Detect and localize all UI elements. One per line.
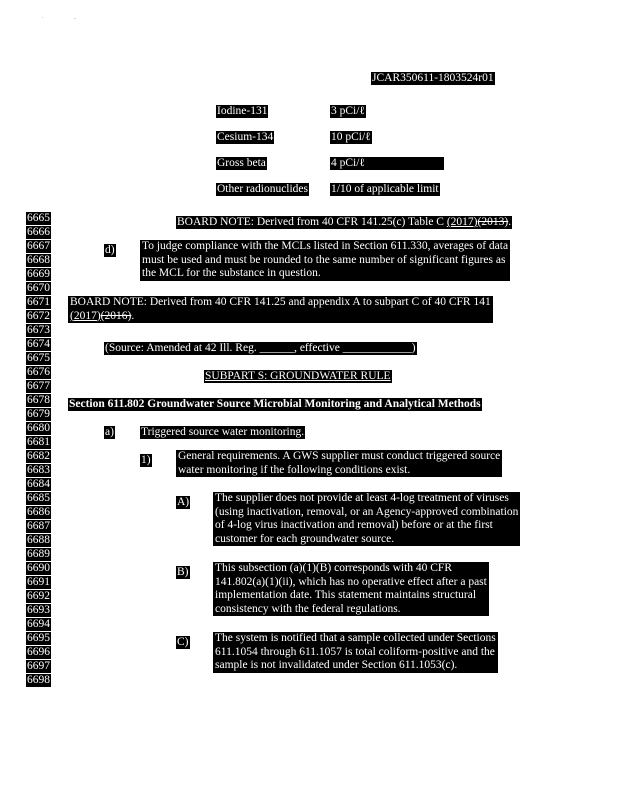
line-number: 6672 xyxy=(27,310,50,322)
inserted-text: (2017) xyxy=(70,309,101,322)
para-C-text: The system is notified that a sample collected under Sections 611.1054 through 611.1057 is total coliform-positive and the sample is not invalidated under Section 611.1053(c). xyxy=(215,632,496,672)
line-number: 6692 xyxy=(27,590,50,602)
line-number: 6666 xyxy=(27,226,50,238)
line-number: 6687 xyxy=(27,520,50,532)
line-number: 6676 xyxy=(27,366,50,378)
line-number: 6682 xyxy=(27,450,50,462)
para-B-text: This subsection (a)(1)(B) corresponds with 40 CFR 141.802(a)(1)(ii), which has no operative effect after a past implementation date. This statement maintains structural consistency with the federal regulations. xyxy=(215,562,487,615)
para-d-label: d) xyxy=(105,244,115,256)
deleted-text: (2016) xyxy=(100,309,132,322)
deleted-text: (2013) xyxy=(477,216,509,228)
line-number: 6671 xyxy=(27,296,50,308)
line-number: 6685 xyxy=(27,492,50,504)
board-note-table-c: BOARD NOTE: Derived from 40 CFR 141.25(c) Table C (2017)(2013). xyxy=(177,216,512,228)
line-number: 6665 xyxy=(27,212,50,224)
subpart-title: SUBPART S: GROUNDWATER RULE xyxy=(205,370,391,382)
para-a-text: Triggered source water monitoring. xyxy=(141,426,305,438)
document-id xyxy=(371,68,495,86)
mcl-table-nuclide-4: Other radionuclides xyxy=(217,183,309,195)
line-number: 6683 xyxy=(27,464,50,476)
mcl-table-nuclide-1: Iodine-131 xyxy=(217,105,268,117)
line-number: 6668 xyxy=(27,254,50,266)
line-number: 6675 xyxy=(27,352,50,364)
speck-mark: . xyxy=(42,14,44,20)
line-number: 6695 xyxy=(27,632,50,644)
speck-mark: - xyxy=(74,16,76,22)
para-A-label: A) xyxy=(177,496,190,508)
para-C-label: C) xyxy=(177,636,189,648)
line-number: 6686 xyxy=(27,506,50,518)
line-number: 6684 xyxy=(27,478,50,490)
source-note: (Source: Amended at 42 Ill. Reg. ______, effective ____________) xyxy=(105,342,416,354)
line-number: 6694 xyxy=(27,618,50,630)
para-d-text: To judge compliance with the MCLs listed in Section 611.330, averages of data must be used and must be rounded to the same number of significant figures as the MCL for the substance in question. xyxy=(142,240,509,280)
line-number: 6691 xyxy=(27,576,50,588)
line-number: 6669 xyxy=(27,268,50,280)
mcl-table-limit-3: 4 pCi/ℓ xyxy=(330,153,444,171)
line-number: 6693 xyxy=(27,604,50,616)
line-number: 6678 xyxy=(27,394,50,406)
document-id-text: JCAR350611-1803524r01 xyxy=(372,72,494,84)
section-title: Section 611.802 Groundwater Source Microbial Monitoring and Analytical Methods xyxy=(69,398,481,410)
para-B-label: B) xyxy=(177,566,189,578)
mcl-table-limit-1: 3 pCi/ℓ xyxy=(331,105,365,117)
mcl-table-nuclide-3: Gross beta xyxy=(217,157,266,169)
para-1-text: General requirements. A GWS supplier must conduct triggered source water monitoring if the following conditions exist. xyxy=(178,450,501,476)
inserted-text: (2017) xyxy=(446,216,478,228)
board-note-appendix-a: BOARD NOTE: Derived from 40 CFR 141.25 and appendix A to subpart C of 40 CFR 141 (2017)(2016). xyxy=(70,296,491,322)
line-number: 6677 xyxy=(27,380,50,392)
para-A-text: The supplier does not provide at least 4-log treatment of viruses (using inactivation, removal, or an Agency-approved combination of 4-log virus inactivation and removal) before or at the first customer for each groundwater source. xyxy=(215,492,519,545)
mcl-table-limit-2: 10 pCi/ℓ xyxy=(331,131,371,143)
line-number: 6690 xyxy=(27,562,50,574)
line-number: 6681 xyxy=(27,436,50,448)
mcl-table-nuclide-2: Cesium-134 xyxy=(217,131,274,143)
line-number: 6697 xyxy=(27,660,50,672)
line-number: 6679 xyxy=(27,408,50,420)
line-number: 6689 xyxy=(27,548,50,560)
line-number: 6674 xyxy=(27,338,50,350)
para-a-label: a) xyxy=(105,426,114,438)
line-number: 6698 xyxy=(27,674,50,686)
para-1-label: 1) xyxy=(141,454,151,466)
line-number: 6670 xyxy=(27,282,50,294)
line-number: 6696 xyxy=(27,646,50,658)
line-number: 6667 xyxy=(27,240,50,252)
line-number: 6673 xyxy=(27,324,50,336)
line-number: 6680 xyxy=(27,422,50,434)
line-number: 6688 xyxy=(27,534,50,546)
mcl-table-limit-4: 1/10 of applicable limit xyxy=(331,183,439,195)
